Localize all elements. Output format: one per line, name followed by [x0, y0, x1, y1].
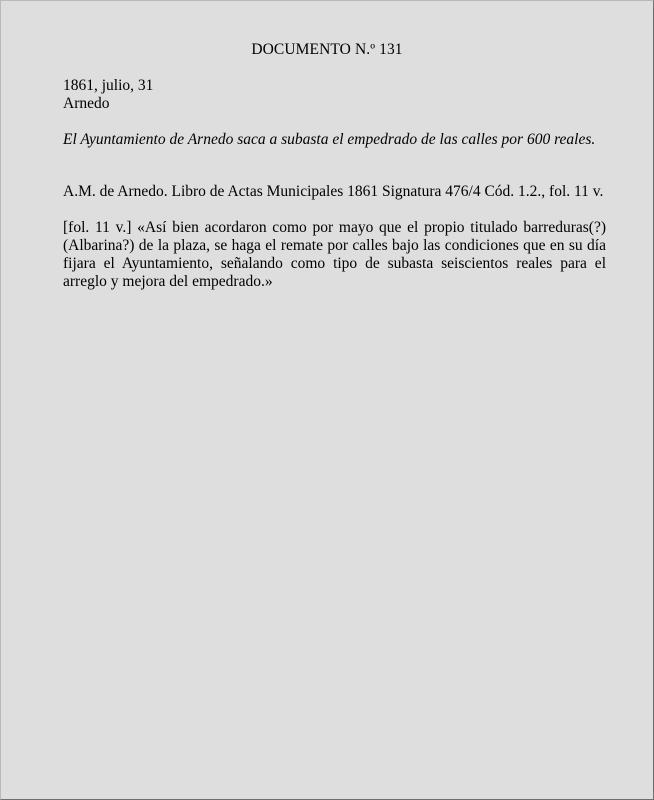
- archive-reference: A.M. de Arnedo. Libro de Actas Municipales 1861 Signatura 476/4 Cód. 1.2., fol. 11 v.: [63, 183, 604, 200]
- document-place: Arnedo: [63, 95, 110, 112]
- transcription-text: [fol. 11 v.] «Así bien acordaron como por mayo que el propio titulado barreduras(?)(Albarina?) de la plaza, se haga el remate por calles bajo las condiciones que en su día fijara el Ayuntamiento, señalando como tipo de subasta seiscientos reales para el arreglo y mejora del empedrado.»: [63, 219, 606, 290]
- document-summary: El Ayuntamiento de Arnedo saca a subasta el empedrado de las calles por 600 reales.: [63, 131, 596, 148]
- document-date: 1861, julio, 31: [63, 77, 154, 94]
- document-title: DOCUMENTO N.º 131: [251, 41, 403, 58]
